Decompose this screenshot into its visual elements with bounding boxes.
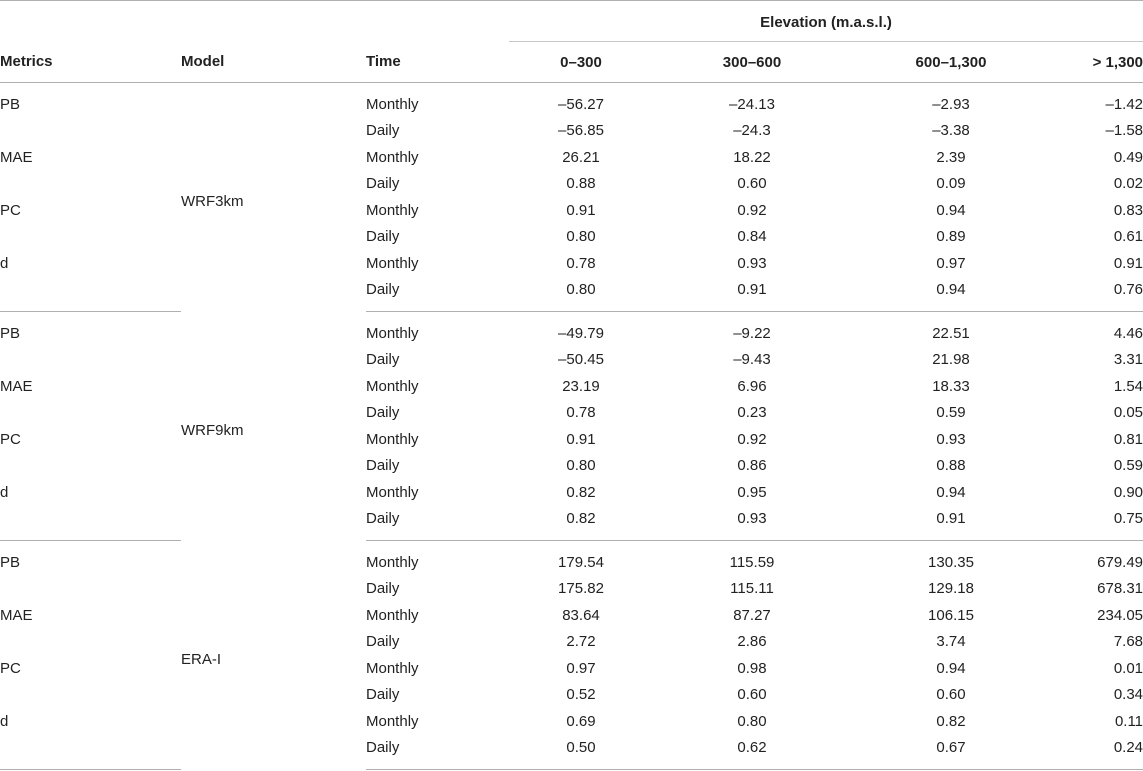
value-cell: 0.92 — [737, 201, 767, 219]
metric-cell — [0, 453, 181, 480]
value-cell: –1.42 — [1105, 95, 1143, 113]
time-cell: Daily — [366, 404, 400, 422]
value-cell: 130.35 — [928, 553, 974, 571]
table-row — [0, 655, 1143, 682]
value-cell: 0.02 — [1113, 175, 1143, 193]
value-cell: –56.27 — [558, 95, 604, 113]
col-header-elev-300-600: 300–600 — [653, 42, 851, 83]
value-cell: 0.92 — [737, 430, 767, 448]
metric-cell: PB — [0, 95, 21, 113]
table-row — [0, 506, 1143, 541]
value-cell: 0.91 — [851, 506, 1051, 541]
col-header-elev-0-300: 0–300 — [509, 42, 653, 83]
value-cell: 87.27 — [733, 606, 771, 624]
value-cell: 0.78 — [566, 254, 596, 272]
time-cell: Monthly — [366, 553, 419, 571]
value-cell: 7.68 — [1113, 633, 1143, 651]
model-cell: ERA-I — [181, 650, 222, 668]
value-cell: 0.60 — [936, 686, 966, 704]
table-row — [0, 250, 1143, 277]
time-cell: Monthly — [366, 148, 419, 166]
metric-cell: PB — [0, 553, 21, 571]
header-columns-row — [0, 42, 1143, 83]
table-row — [0, 312, 1143, 347]
time-cell: Monthly — [366, 377, 419, 395]
table-row — [0, 479, 1143, 506]
value-cell: 2.86 — [737, 633, 767, 651]
metric-cell: MAE — [0, 606, 33, 624]
value-cell: 0.94 — [936, 201, 966, 219]
value-cell: 0.95 — [737, 483, 767, 501]
value-cell: 0.84 — [737, 228, 767, 246]
table-row — [0, 224, 1143, 251]
value-cell: 0.89 — [936, 228, 966, 246]
metric-cell — [0, 629, 181, 656]
value-cell: 0.09 — [936, 175, 966, 193]
table-row — [0, 541, 1143, 576]
value-cell: –24.3 — [733, 122, 771, 140]
value-cell: –2.93 — [932, 95, 970, 113]
value-cell: 18.33 — [932, 377, 970, 395]
value-cell: 0.24 — [1051, 735, 1143, 770]
value-cell: 0.98 — [737, 659, 767, 677]
table-row — [0, 708, 1143, 735]
value-cell: 0.59 — [936, 404, 966, 422]
metric-cell: MAE — [0, 377, 33, 395]
value-cell: –9.22 — [733, 324, 771, 342]
time-cell: Monthly — [366, 95, 419, 113]
value-cell: 0.82 — [509, 506, 653, 541]
value-cell: 0.80 — [566, 228, 596, 246]
value-cell: 3.74 — [936, 633, 966, 651]
value-cell: 115.59 — [729, 553, 775, 571]
table-row — [0, 735, 1143, 770]
value-cell: 0.82 — [936, 712, 966, 730]
table-row — [0, 682, 1143, 709]
table-row — [0, 171, 1143, 198]
table-row — [0, 144, 1143, 171]
time-cell: Monthly — [366, 483, 419, 501]
elevation-group-header: Elevation (m.a.s.l.) — [509, 1, 1143, 42]
value-cell: 234.05 — [1097, 606, 1143, 624]
metric-cell — [0, 506, 181, 541]
value-cell: 0.61 — [1113, 228, 1143, 246]
metric-cell: d — [0, 254, 9, 272]
metric-cell: PC — [0, 659, 21, 677]
value-cell: –1.58 — [1105, 122, 1143, 140]
metric-cell — [0, 682, 181, 709]
metric-cell: d — [0, 483, 9, 501]
table-row — [0, 400, 1143, 427]
value-cell: 0.69 — [566, 712, 596, 730]
value-cell: 18.22 — [733, 148, 771, 166]
value-cell: 0.60 — [737, 175, 767, 193]
col-header-time: Time — [366, 42, 509, 83]
value-cell: 0.91 — [1113, 254, 1143, 272]
metric-cell — [0, 400, 181, 427]
time-cell: Daily — [366, 122, 400, 140]
time-cell: Monthly — [366, 606, 419, 624]
value-cell: 0.76 — [1051, 277, 1143, 312]
table-row — [0, 629, 1143, 656]
value-cell: 0.93 — [936, 430, 966, 448]
metric-cell: d — [0, 712, 9, 730]
value-cell: 0.80 — [509, 277, 653, 312]
metric-cell — [0, 224, 181, 251]
value-cell: 0.81 — [1113, 430, 1143, 448]
col-header-elev-over-1300: > 1,300 — [1051, 42, 1143, 83]
value-cell: 0.97 — [936, 254, 966, 272]
metric-cell — [0, 171, 181, 198]
value-cell: 0.49 — [1113, 148, 1143, 166]
time-cell: Daily — [366, 457, 400, 475]
time-cell: Daily — [366, 506, 509, 541]
value-cell: 0.59 — [1113, 457, 1143, 475]
time-cell: Daily — [366, 735, 509, 770]
value-cell: 0.23 — [737, 404, 767, 422]
value-cell: 179.54 — [558, 553, 604, 571]
header-group-row — [0, 1, 1143, 42]
value-cell: 1.54 — [1113, 377, 1143, 395]
metric-cell — [0, 576, 181, 603]
value-cell: –56.85 — [558, 122, 604, 140]
value-cell: 26.21 — [562, 148, 600, 166]
model-cell: WRF9km — [181, 421, 244, 439]
value-cell: 83.64 — [562, 606, 600, 624]
metric-cell — [0, 347, 181, 374]
value-cell: 0.34 — [1113, 686, 1143, 704]
value-cell: 0.78 — [566, 404, 596, 422]
metric-cell — [0, 118, 181, 145]
value-cell: 129.18 — [928, 580, 974, 598]
value-cell: 0.86 — [737, 457, 767, 475]
value-cell: 0.88 — [936, 457, 966, 475]
value-cell: 22.51 — [932, 324, 970, 342]
value-cell: 0.88 — [566, 175, 596, 193]
table-row — [0, 83, 1143, 118]
table-row — [0, 426, 1143, 453]
metric-cell: MAE — [0, 148, 33, 166]
value-cell: –9.43 — [733, 351, 771, 369]
value-cell: 0.05 — [1113, 404, 1143, 422]
value-cell: 0.91 — [566, 201, 596, 219]
table-row — [0, 118, 1143, 145]
value-cell: 0.91 — [653, 277, 851, 312]
value-cell: –50.45 — [558, 351, 604, 369]
time-cell: Daily — [366, 277, 509, 312]
value-cell: 21.98 — [932, 351, 970, 369]
value-cell: 106.15 — [928, 606, 974, 624]
time-cell: Daily — [366, 580, 400, 598]
table-row — [0, 576, 1143, 603]
value-cell: 0.67 — [851, 735, 1051, 770]
value-cell: 0.01 — [1113, 659, 1143, 677]
time-cell: Daily — [366, 228, 400, 246]
value-cell: 0.91 — [566, 430, 596, 448]
value-cell: –49.79 — [558, 324, 604, 342]
value-cell: 6.96 — [737, 377, 767, 395]
value-cell: 0.94 — [936, 483, 966, 501]
value-cell: 175.82 — [558, 580, 604, 598]
model-cell: WRF3km — [181, 192, 244, 210]
value-cell: 0.60 — [737, 686, 767, 704]
time-cell: Monthly — [366, 430, 419, 448]
metric-cell — [0, 735, 181, 770]
time-cell: Daily — [366, 633, 400, 651]
time-cell: Daily — [366, 351, 400, 369]
time-cell: Monthly — [366, 324, 419, 342]
value-cell: 0.94 — [851, 277, 1051, 312]
value-cell: 0.82 — [566, 483, 596, 501]
value-cell: 23.19 — [562, 377, 600, 395]
col-header-elev-600-1300: 600–1,300 — [851, 42, 1051, 83]
value-cell: 0.97 — [566, 659, 596, 677]
table-row — [0, 277, 1143, 312]
value-cell: 0.93 — [653, 506, 851, 541]
metric-cell: PC — [0, 430, 21, 448]
value-cell: 0.83 — [1113, 201, 1143, 219]
value-cell: 0.93 — [737, 254, 767, 272]
time-cell: Daily — [366, 175, 400, 193]
value-cell: –24.13 — [729, 95, 775, 113]
value-cell: 0.62 — [653, 735, 851, 770]
value-cell: –3.38 — [932, 122, 970, 140]
value-cell: 0.75 — [1051, 506, 1143, 541]
col-header-metrics: Metrics — [0, 42, 181, 83]
table-row — [0, 602, 1143, 629]
value-cell: 0.11 — [1114, 712, 1143, 730]
value-cell: 0.50 — [509, 735, 653, 770]
value-cell: 679.49 — [1097, 553, 1143, 571]
col-header-model: Model — [181, 42, 366, 83]
value-cell: 678.31 — [1097, 580, 1143, 598]
metric-cell: PC — [0, 201, 21, 219]
value-cell: 4.46 — [1113, 324, 1143, 342]
metric-cell — [0, 277, 181, 312]
value-cell: 0.80 — [566, 457, 596, 475]
value-cell: 2.72 — [566, 633, 596, 651]
table-row — [0, 197, 1143, 224]
value-cell: 115.11 — [730, 580, 774, 598]
value-cell: 0.94 — [936, 659, 966, 677]
value-cell: 3.31 — [1113, 351, 1143, 369]
time-cell: Daily — [366, 686, 400, 704]
time-cell: Monthly — [366, 201, 419, 219]
value-cell: 2.39 — [936, 148, 966, 166]
value-cell: 0.80 — [737, 712, 767, 730]
time-cell: Monthly — [366, 712, 419, 730]
metric-cell: PB — [0, 324, 21, 342]
value-cell: 0.52 — [566, 686, 596, 704]
table-row — [0, 373, 1143, 400]
value-cell: 0.90 — [1113, 483, 1143, 501]
time-cell: Monthly — [366, 254, 419, 272]
table-row — [0, 347, 1143, 374]
table-body — [0, 83, 1143, 770]
time-cell: Monthly — [366, 659, 419, 677]
table-row — [0, 453, 1143, 480]
